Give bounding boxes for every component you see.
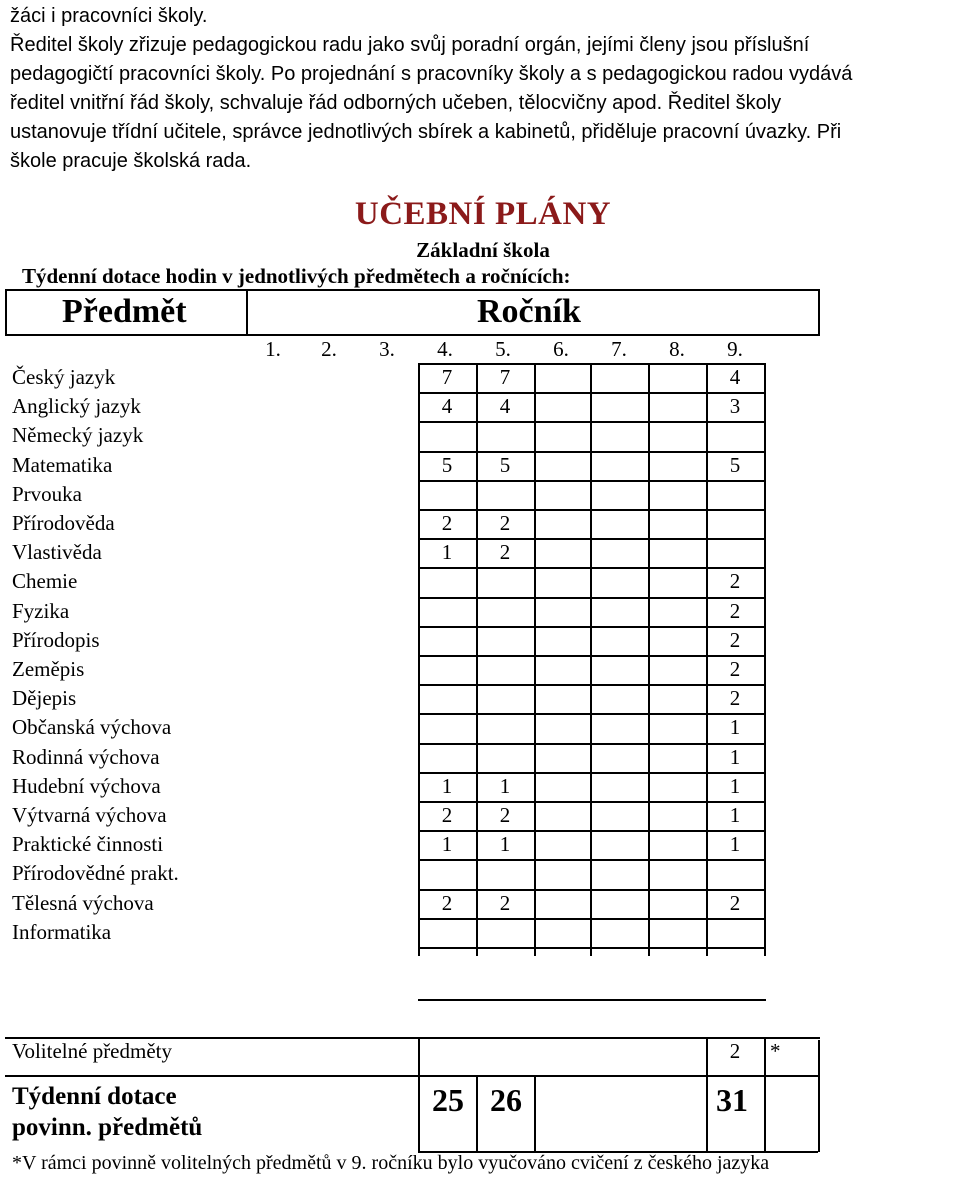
intro-line: škole pracuje školská rada. xyxy=(10,150,252,172)
hours-cell: 4 xyxy=(499,394,511,418)
grid-line xyxy=(418,421,766,423)
grid-line xyxy=(418,859,766,861)
intro-line: ředitel vnitřní řád školy, schvaluje řád odborných učeben, tělocvičny apod. Ředitel školy xyxy=(10,92,782,114)
subject-name: Prvouka xyxy=(12,482,82,506)
hours-cell: 1 xyxy=(499,832,511,856)
grade-header: 5. xyxy=(495,337,511,361)
hours-cell: 2 xyxy=(499,511,511,535)
total-grade-9: 31 xyxy=(716,1082,748,1118)
grade-header: 6. xyxy=(553,337,569,361)
hours-cell: 1 xyxy=(729,745,741,769)
hours-cell: 2 xyxy=(499,540,511,564)
subject-name: Dějepis xyxy=(12,686,77,710)
header-grade: Ročník xyxy=(477,293,581,330)
total-grade-4: 26 xyxy=(490,1082,522,1118)
hours-cell: 2 xyxy=(729,569,741,593)
hours-cell: 5 xyxy=(499,453,511,477)
grade-header: 9. xyxy=(727,337,743,361)
subject-name: Výtvarná výchova xyxy=(12,803,167,827)
subject-name: Informatika xyxy=(12,920,112,944)
subject-name: Praktické činnosti xyxy=(12,832,164,856)
grade-header: 2. xyxy=(321,337,337,361)
hours-cell: 2 xyxy=(729,628,741,652)
hours-cell: 4 xyxy=(441,394,453,418)
intro-line: Ředitel školy zřizuje pedagogickou radu jako svůj poradní orgán, jejími členy jsou příslušní xyxy=(10,34,810,56)
intro-text xyxy=(10,2,956,176)
intro-line: žáci i pracovníci školy. xyxy=(10,5,208,27)
grid-line xyxy=(418,947,766,949)
header-subject: Předmět xyxy=(62,293,187,330)
hours-cell: 2 xyxy=(499,803,511,827)
grid-line xyxy=(5,334,820,336)
total-grade-3: 25 xyxy=(432,1082,464,1118)
total-label-line1: Týdenní dotace xyxy=(12,1083,177,1110)
hours-cell: 1 xyxy=(441,540,453,564)
intro-line: pedagogičtí pracovníci školy. Po projednání s pracovníky školy a s pedagogickou radou vydává xyxy=(10,63,853,85)
hours-cell: 5 xyxy=(441,453,453,477)
subject-name: Matematika xyxy=(12,453,113,477)
grade-header: 1. xyxy=(265,337,281,361)
subject-name: Český jazyk xyxy=(12,365,116,389)
footnote: *V rámci povinně volitelných předmětů v 9. ročníku bylo vyučováno cvičení z českého jazyka xyxy=(12,1152,770,1174)
hours-cell: 2 xyxy=(441,891,453,915)
hours-cell: 2 xyxy=(441,803,453,827)
grid-line xyxy=(818,1040,820,1152)
grid-line xyxy=(5,289,820,291)
section-subheading: Základní škola xyxy=(416,238,550,262)
subject-name: Fyzika xyxy=(12,599,70,623)
subject-name: Vlastivěda xyxy=(12,540,102,564)
hours-cell: 2 xyxy=(441,511,453,535)
elective-row-label: Volitelné předměty xyxy=(12,1039,172,1063)
subject-name: Německý jazyk xyxy=(12,423,144,447)
intro-line: ustanovuje třídní učitele, správce jednotlivých sbírek a kabinetů, přiděluje pracovní úvazky. Při xyxy=(10,121,842,143)
subject-name: Rodinná výchova xyxy=(12,745,160,769)
grid-line xyxy=(5,1075,820,1077)
hours-cell: 2 xyxy=(729,891,741,915)
hours-cell: 2 xyxy=(729,599,741,623)
hours-cell: 7 xyxy=(441,365,453,389)
total-row-label xyxy=(12,1081,202,1143)
grid-line xyxy=(246,289,248,334)
subject-name: Zeměpis xyxy=(12,657,85,681)
grade-header: 8. xyxy=(669,337,685,361)
subject-name: Hudební výchova xyxy=(12,774,161,798)
section-heading: UČEBNÍ PLÁNY xyxy=(354,196,612,232)
grid-line xyxy=(818,289,820,334)
grade-header: 4. xyxy=(437,337,453,361)
subject-name: Anglický jazyk xyxy=(12,394,141,418)
subject-name: Tělesná výchova xyxy=(12,891,154,915)
hours-cell: 4 xyxy=(729,365,741,389)
elective-row-mark: * xyxy=(770,1039,781,1063)
grid-line xyxy=(764,1037,766,1151)
subject-name: Přírodovědné prakt. xyxy=(12,861,179,885)
grid-line xyxy=(418,480,766,482)
hours-cell: 7 xyxy=(499,365,511,389)
grade-header: 7. xyxy=(611,337,627,361)
hours-cell: 2 xyxy=(729,686,741,710)
hours-cell: 2 xyxy=(729,657,741,681)
grid-line xyxy=(5,289,7,334)
hours-cell: 1 xyxy=(729,803,741,827)
elective-row-value: 2 xyxy=(729,1039,741,1063)
total-label-line2: povinn. předmětů xyxy=(12,1114,203,1141)
hours-cell: 1 xyxy=(729,832,741,856)
grid-line xyxy=(418,918,766,920)
grid-line xyxy=(418,999,766,1001)
subject-name: Přírodopis xyxy=(12,628,100,652)
hours-cell: 1 xyxy=(499,774,511,798)
subject-name: Přírodověda xyxy=(12,511,115,535)
subject-name: Občanská výchova xyxy=(12,715,172,739)
subject-name: Chemie xyxy=(12,569,78,593)
hours-cell: 3 xyxy=(729,394,741,418)
hours-cell: 2 xyxy=(499,891,511,915)
hours-cell: 1 xyxy=(441,774,453,798)
hours-cell: 1 xyxy=(441,832,453,856)
grade-header: 3. xyxy=(379,337,395,361)
hours-cell: 1 xyxy=(729,715,741,739)
hours-cell: 5 xyxy=(729,453,741,477)
table-caption: Týdenní dotace hodin v jednotlivých předmětech a ročnících: xyxy=(22,264,571,288)
hours-cell: 1 xyxy=(729,774,741,798)
